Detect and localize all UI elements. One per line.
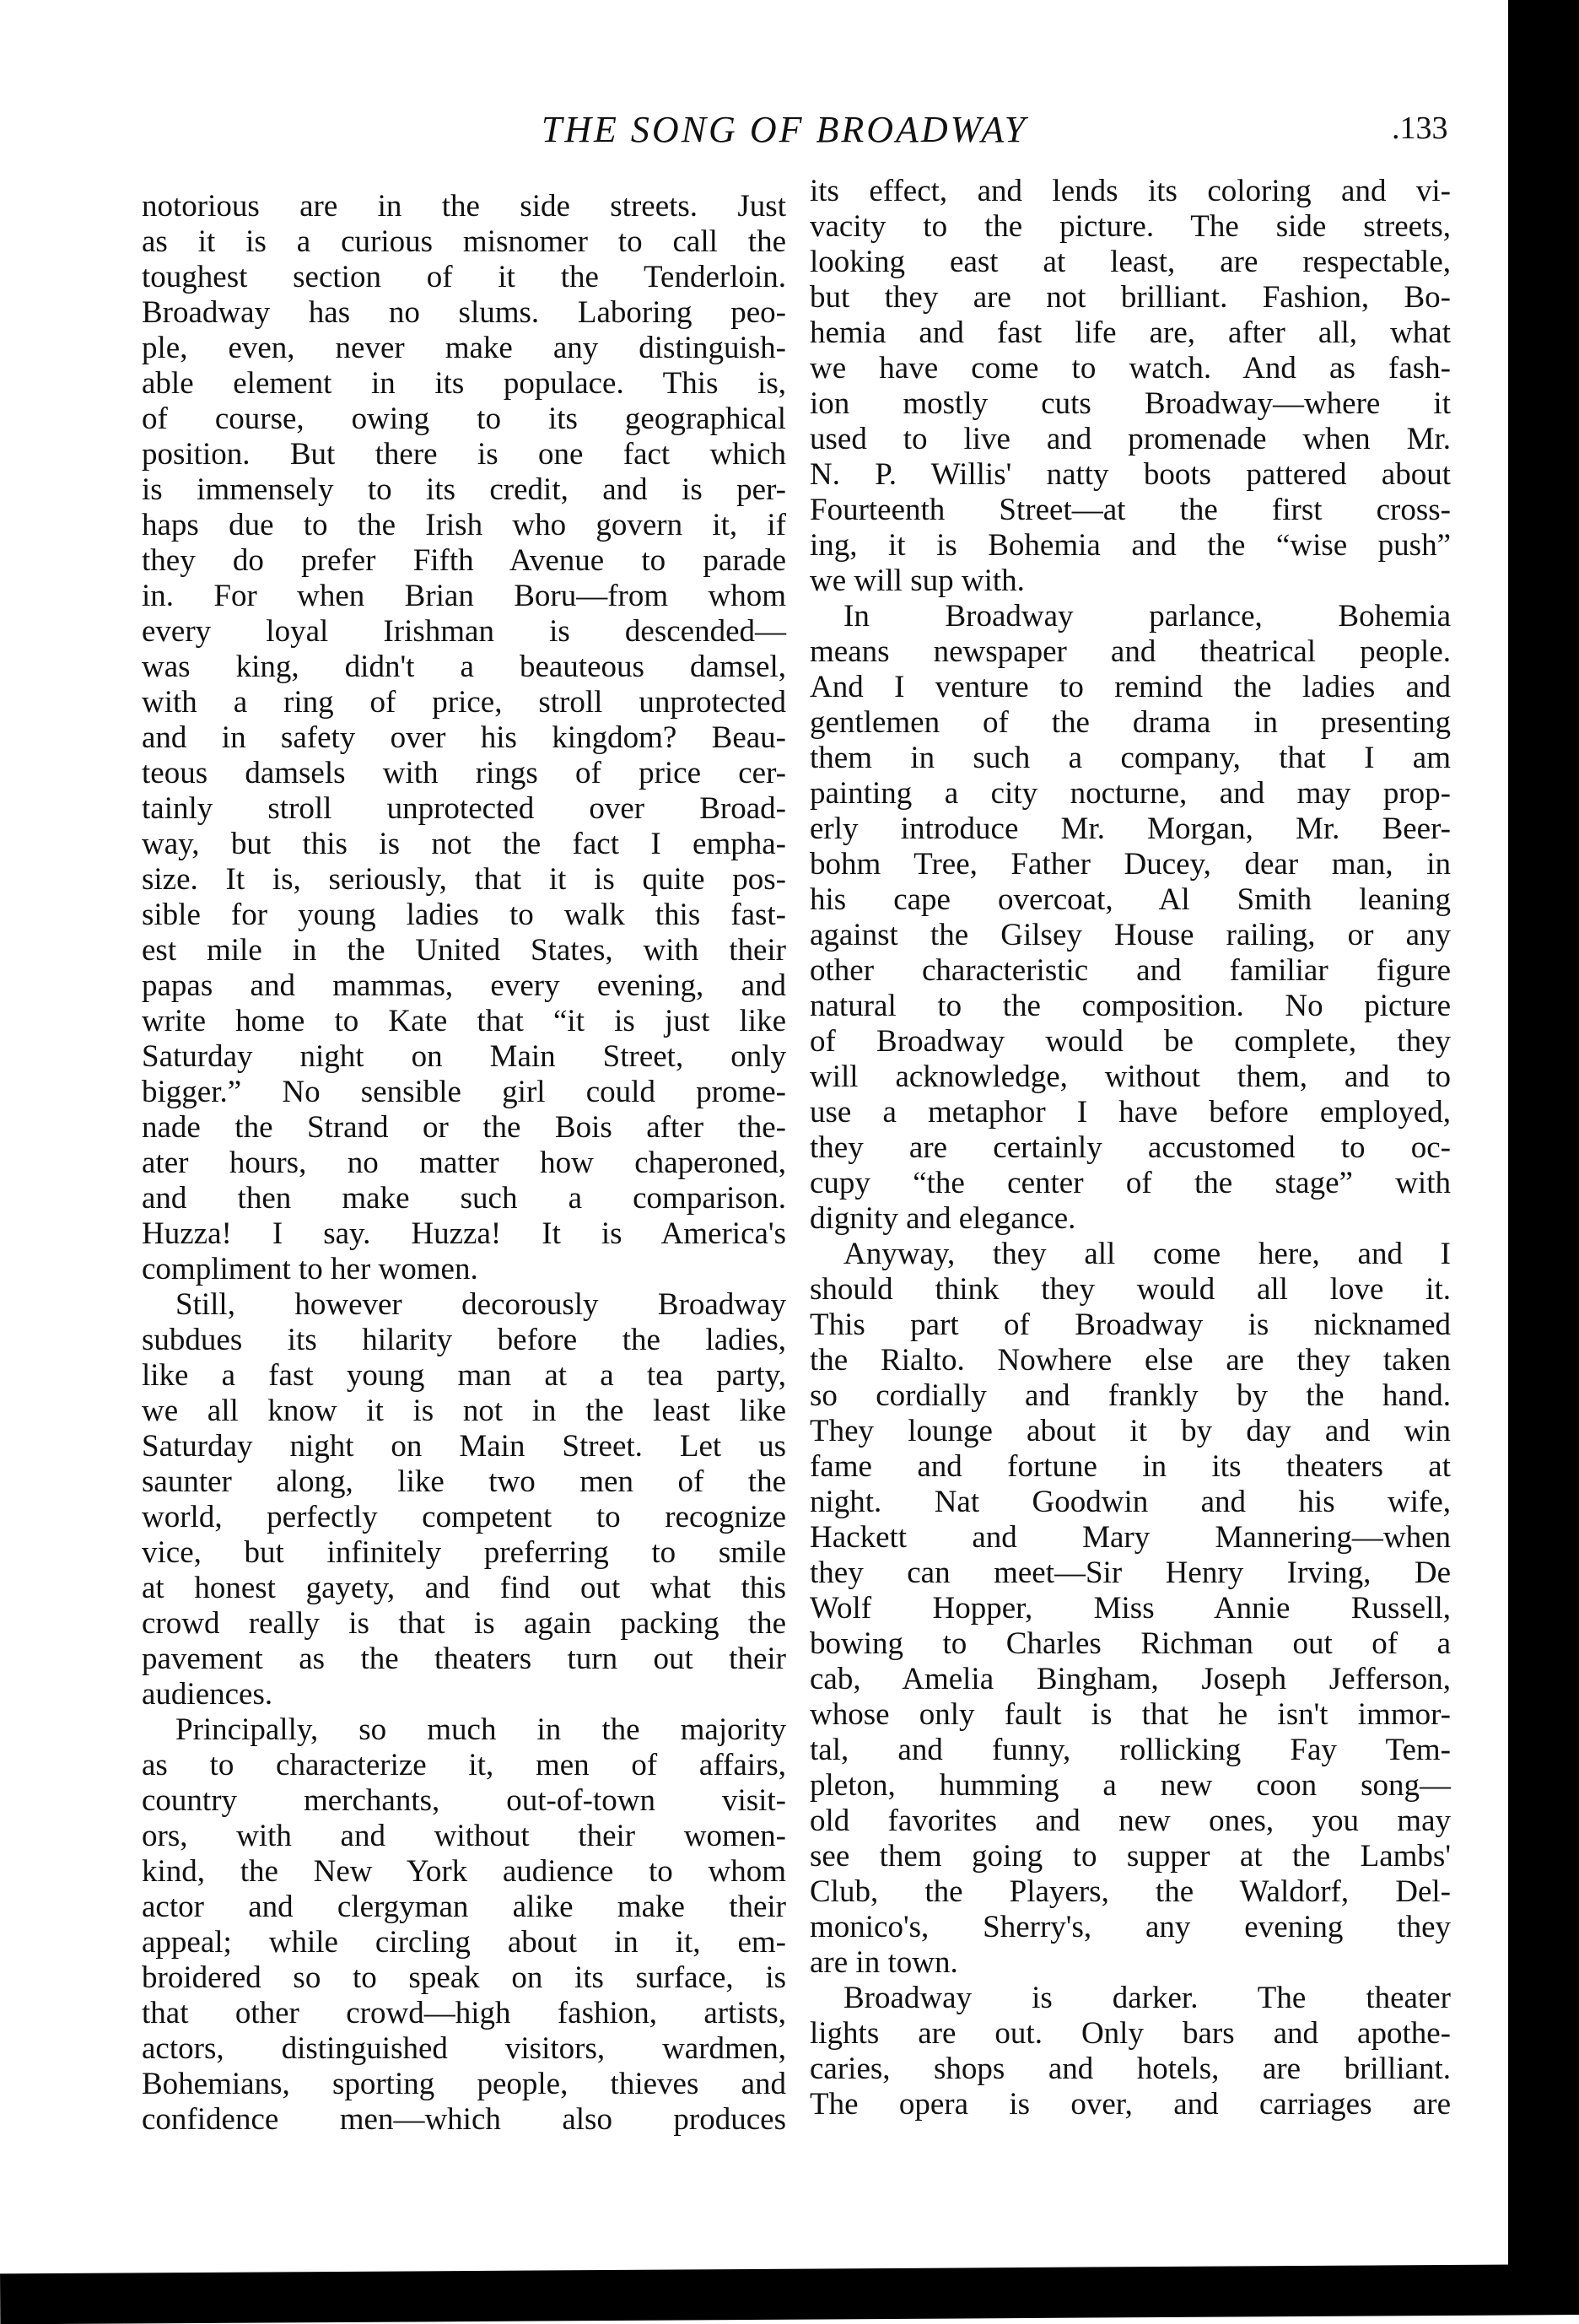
text-line: bowing to Charles Richman out of a — [810, 1626, 1451, 1661]
text-line: Still, however decorously Broadway — [175, 1287, 786, 1322]
text-line: with a ring of price, stroll unprotected — [142, 685, 786, 720]
text-line: are in town. — [810, 1945, 958, 1980]
text-line: actors, distinguished visitors, wardmen, — [142, 2031, 786, 2066]
text-line: so cordially and frankly by the hand. — [810, 1378, 1451, 1413]
text-line: ion mostly cuts Broadway—where it — [810, 386, 1451, 421]
text-line: we all know it is not in the least like — [142, 1394, 786, 1428]
text-line: papas and mammas, every evening, and — [142, 968, 786, 1003]
text-line: cab, Amelia Bingham, Joseph Jefferson, — [810, 1662, 1451, 1696]
text-line: In Broadway parlance, Bohemia — [843, 599, 1451, 634]
text-line: monico's, Sherry's, any evening they — [810, 1910, 1451, 1944]
text-line: confidence men—which also produces — [142, 2102, 786, 2137]
text-line: erly introduce Mr. Morgan, Mr. Beer- — [810, 812, 1451, 846]
text-line: old favorites and new ones, you may — [810, 1804, 1451, 1838]
text-line: is immensely to its credit, and is per- — [142, 472, 786, 507]
text-line: notorious are in the side streets. Just — [142, 189, 786, 224]
text-line: hemia and fast life are, after all, what — [810, 315, 1451, 350]
text-line: haps due to the Irish who govern it, if — [142, 508, 786, 542]
text-line: Saturday night on Main Street. Let us — [142, 1429, 786, 1464]
text-line: Huzza! I say. Huzza! It is America's — [142, 1216, 786, 1251]
text-line: nade the Strand or the Bois after the- — [142, 1110, 786, 1145]
text-line: Broadway has no slums. Laboring peo- — [142, 295, 786, 330]
text-line: like a fast young man at a tea party, — [142, 1358, 786, 1393]
text-line: country merchants, out-of-town visit- — [142, 1783, 786, 1818]
text-line: dignity and elegance. — [810, 1201, 1076, 1236]
text-line: every loyal Irishman is descended— — [142, 614, 786, 649]
text-line: but they are not brilliant. Fashion, Bo- — [810, 280, 1451, 315]
scan-border-right — [1508, 0, 1579, 2300]
text-line: whose only fault is that he isn't immor- — [810, 1697, 1451, 1732]
text-line: They lounge about it by day and win — [810, 1414, 1451, 1448]
text-line: bohm Tree, Father Ducey, dear man, in — [810, 847, 1451, 882]
text-line: Hackett and Mary Mannering—when — [810, 1520, 1451, 1555]
text-line: crowd really is that is again packing the — [142, 1606, 786, 1641]
text-line: Broadway is darker. The theater — [843, 1981, 1451, 2015]
text-line: appeal; while circling about in it, em- — [142, 1925, 786, 1960]
text-line: broidered so to speak on its surface, is — [142, 1960, 786, 1995]
text-line: will acknowledge, without them, and to — [810, 1060, 1451, 1094]
text-line: toughest section of it the Tenderloin. — [142, 260, 786, 294]
text-line: gentlemen of the drama in presenting — [810, 705, 1451, 740]
text-line: write home to Kate that “it is just like — [142, 1004, 786, 1038]
text-line: tal, and funny, rollicking Fay Tem- — [810, 1733, 1451, 1767]
page-number: .133 — [1392, 111, 1448, 146]
text-line: and then make such a comparison. — [142, 1181, 786, 1216]
text-line: means newspaper and theatrical people. — [810, 634, 1451, 669]
text-line: use a metaphor I have before employed, — [810, 1095, 1451, 1130]
text-line: fame and fortune in its theaters at — [810, 1449, 1451, 1484]
text-line: Fourteenth Street—at the first cross- — [810, 493, 1451, 527]
text-line: other characteristic and familiar figure — [810, 953, 1451, 988]
text-line: size. It is, seriously, that it is quite pos- — [142, 862, 786, 897]
text-line: they can meet—Sir Henry Irving, De — [810, 1556, 1451, 1590]
text-line: bigger.” No sensible girl could prome- — [142, 1075, 786, 1109]
scan-border-bottom — [0, 2264, 1579, 2324]
text-line: against the Gilsey House railing, or any — [810, 918, 1451, 952]
text-line: Bohemians, sporting people, thieves and — [142, 2067, 786, 2101]
text-line: we have come to watch. And as fash- — [810, 351, 1451, 386]
text-line: position. But there is one fact which — [142, 437, 786, 472]
text-line: the Rialto. Nowhere else are they taken — [810, 1343, 1451, 1378]
text-line: pavement as the theaters turn out their — [142, 1642, 786, 1676]
text-line: we will sup with. — [810, 563, 1025, 598]
text-line: est mile in the United States, with their — [142, 933, 786, 968]
text-line: his cape overcoat, Al Smith leaning — [810, 882, 1451, 917]
right-column — [810, 174, 1451, 2122]
text-line: lights are out. Only bars and apothe- — [810, 2016, 1451, 2051]
text-line: ors, with and without their women- — [142, 1819, 786, 1853]
text-line: night. Nat Goodwin and his wife, — [810, 1485, 1451, 1519]
running-head-title: THE SONG OF BROADWAY — [541, 109, 1028, 150]
text-line: subdues its hilarity before the ladies, — [142, 1323, 786, 1357]
text-line: saunter along, like two men of the — [142, 1464, 786, 1499]
text-line: was king, didn't a beauteous damsel, — [142, 650, 786, 684]
text-line: as it is a curious misnomer to call the — [142, 224, 786, 259]
text-line: The opera is over, and carriages are — [810, 2087, 1451, 2122]
text-line: cupy “the center of the stage” with — [810, 1166, 1451, 1200]
text-line: natural to the composition. No picture — [810, 989, 1451, 1023]
text-line: see them going to supper at the Lambs' — [810, 1839, 1451, 1874]
text-line: that other crowd—high fashion, artists, — [142, 1996, 786, 2030]
text-line: used to live and promenade when Mr. — [810, 422, 1451, 456]
text-line: ing, it is Bohemia and the “wise push” — [810, 528, 1451, 563]
text-line: kind, the New York audience to whom — [142, 1854, 786, 1889]
text-line: ple, even, never make any distinguish- — [142, 331, 786, 365]
text-line: painting a city nocturne, and may prop- — [810, 776, 1451, 811]
text-line: they are certainly accustomed to oc- — [810, 1130, 1451, 1165]
left-column — [142, 189, 786, 2138]
text-line: Saturday night on Main Street, only — [142, 1039, 786, 1074]
text-line: its effect, and lends its coloring and vi- — [810, 174, 1451, 208]
text-line: at honest gayety, and find out what this — [142, 1571, 786, 1605]
text-line: N. P. Willis' natty boots pattered about — [810, 457, 1451, 492]
text-line: Anyway, they all come here, and I — [843, 1237, 1451, 1271]
text-line: And I venture to remind the ladies and — [810, 670, 1451, 704]
text-line: and in safety over his kingdom? Beau- — [142, 720, 786, 755]
text-line: This part of Broadway is nicknamed — [810, 1308, 1451, 1342]
text-line: tainly stroll unprotected over Broad- — [142, 791, 786, 826]
text-line: as to characterize it, men of affairs, — [142, 1748, 786, 1782]
text-line: of course, owing to its geographical — [142, 402, 786, 436]
text-line: looking east at least, are respectable, — [810, 245, 1451, 279]
text-line: should think they would all love it. — [810, 1272, 1451, 1307]
text-line: way, but this is not the fact I empha- — [142, 827, 786, 861]
text-line: they do prefer Fifth Avenue to parade — [142, 543, 786, 578]
text-line: vice, but infinitely preferring to smile — [142, 1535, 786, 1570]
text-line: in. For when Brian Boru—from whom — [142, 579, 786, 613]
text-line: world, perfectly competent to recognize — [142, 1500, 786, 1534]
text-line: Principally, so much in the majority — [175, 1712, 786, 1747]
text-line: teous damsels with rings of price cer- — [142, 756, 786, 790]
text-line: vacity to the picture. The side streets, — [810, 209, 1451, 244]
text-line: caries, shops and hotels, are brilliant. — [810, 2052, 1451, 2086]
text-line: Club, the Players, the Waldorf, Del- — [810, 1874, 1451, 1909]
text-line: them in such a company, that I am — [810, 741, 1451, 775]
text-line: compliment to her women. — [142, 1252, 478, 1286]
text-line: ater hours, no matter how chaperoned, — [142, 1146, 786, 1180]
text-line: pleton, humming a new coon song— — [810, 1768, 1451, 1803]
text-line: audiences. — [142, 1677, 273, 1712]
text-line: able element in its populace. This is, — [142, 366, 786, 401]
text-line: Wolf Hopper, Miss Annie Russell, — [810, 1591, 1451, 1626]
text-line: of Broadway would be complete, they — [810, 1024, 1451, 1059]
text-line: sible for young ladies to walk this fast- — [142, 898, 786, 932]
text-line: actor and clergyman alike make their — [142, 1890, 786, 1924]
